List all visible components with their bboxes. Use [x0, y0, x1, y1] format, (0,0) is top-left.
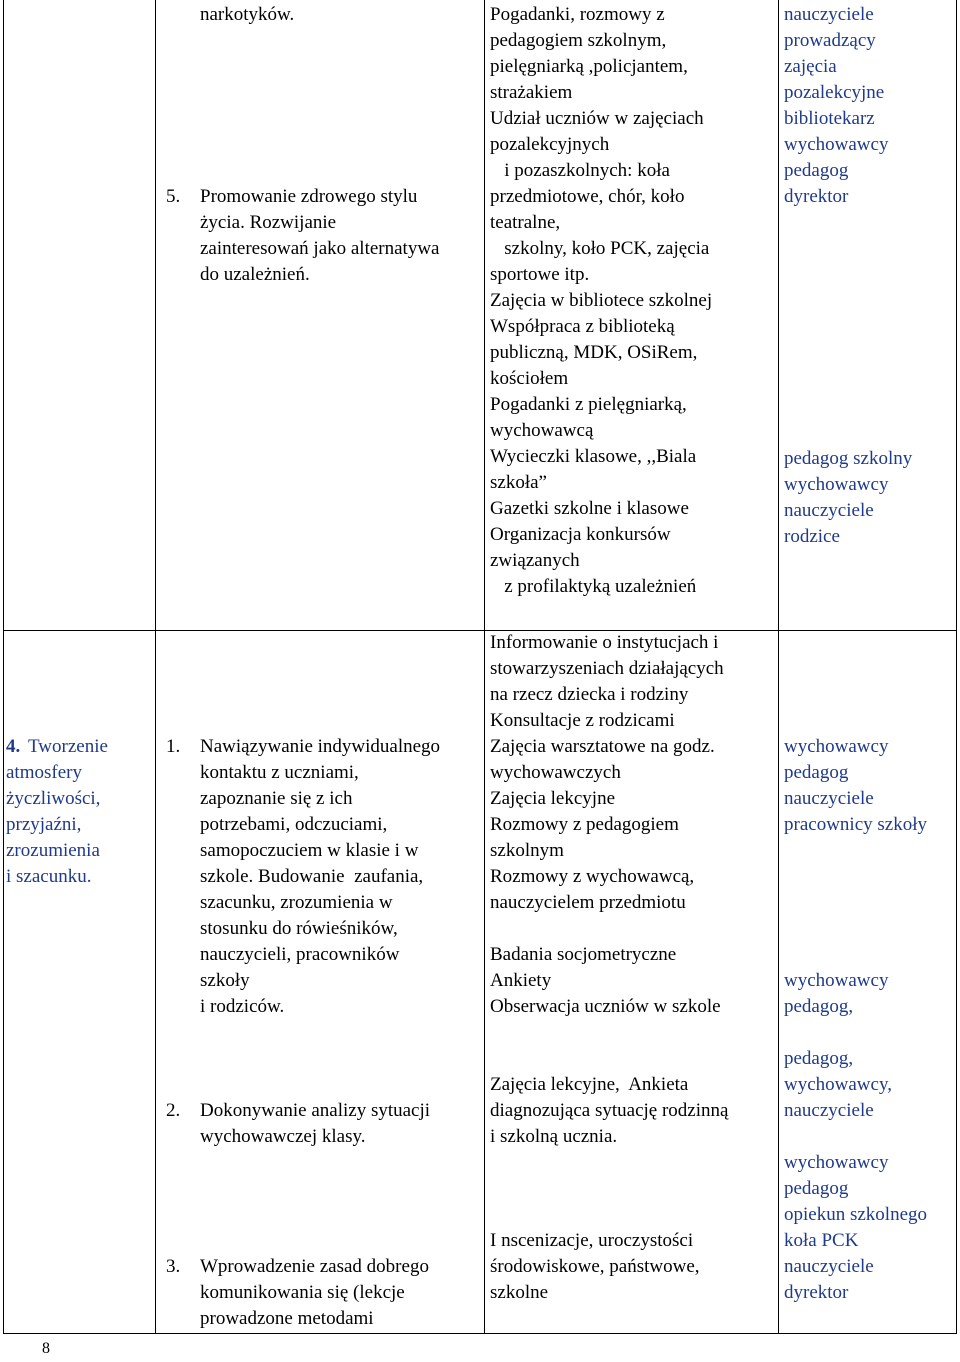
- responsible-line: pedagog szkolny: [784, 448, 913, 469]
- table-bottom-border: [3, 1333, 957, 1334]
- area-number: 4.: [6, 736, 21, 757]
- forms-line: szkolny, koło PCK, zajęcia: [490, 238, 710, 259]
- forms-line: na rzecz dziecka i rodziny: [490, 684, 689, 705]
- responsible-line: bibliotekarz: [784, 108, 875, 129]
- forms-line: Pogadanki, rozmowy z: [490, 4, 665, 25]
- forms-line: i szkolną ucznia.: [490, 1126, 618, 1147]
- forms-line: środowiskowe, państwowe,: [490, 1256, 700, 1277]
- goal-2-line: wychowawczej klasy.: [200, 1126, 366, 1147]
- forms-line: kościołem: [490, 368, 569, 389]
- forms-line: Udział uczniów w zajęciach: [490, 108, 704, 129]
- responsible-line: wychowawcy,: [784, 1074, 892, 1095]
- forms-line: strażakiem: [490, 82, 573, 103]
- forms-line: Rozmowy z pedagogiem: [490, 814, 679, 835]
- forms-line: Konsultacje z rodzicami: [490, 710, 675, 731]
- forms-line: związanych: [490, 550, 580, 571]
- page-number: 8: [42, 1340, 50, 1357]
- row-divider: [3, 630, 957, 631]
- responsible-line: wychowawcy: [784, 1152, 889, 1173]
- responsible-line: prowadzący: [784, 30, 876, 51]
- goal-3-line: prowadzone metodami: [200, 1308, 374, 1329]
- responsible-line: pozalekcyjne: [784, 82, 885, 103]
- column-divider-1: [155, 0, 156, 1334]
- responsible-line: nauczyciele: [784, 788, 874, 809]
- goal-1-line: Nawiązywanie indywidualnego: [200, 736, 441, 757]
- forms-line: Zajęcia w bibliotece szkolnej: [490, 290, 713, 311]
- area-line: zrozumienia: [6, 840, 100, 861]
- responsible-line: pracownicy szkoły: [784, 814, 927, 835]
- goal-1-line: szkole. Budowanie zaufania,: [200, 866, 424, 887]
- responsible-line: pedagog,: [784, 996, 854, 1017]
- goal-5-line: do uzależnień.: [200, 264, 310, 285]
- table-right-border: [956, 0, 957, 1334]
- area-line: atmosfery: [6, 762, 82, 783]
- responsible-line: nauczyciele: [784, 1256, 874, 1277]
- forms-line: pozalekcyjnych: [490, 134, 610, 155]
- forms-line: szkolnym: [490, 840, 564, 861]
- goal-1-line: i rodziców.: [200, 996, 285, 1017]
- forms-line: Rozmowy z wychowawcą,: [490, 866, 695, 887]
- forms-line: sportowe itp.: [490, 264, 590, 285]
- area-line: Tworzenie: [28, 736, 108, 757]
- goal-1-line: kontaktu z uczniami,: [200, 762, 359, 783]
- goal-5-line: zainteresowań jako alternatywa: [200, 238, 440, 259]
- area-line: przyjaźni,: [6, 814, 82, 835]
- goal-1-line: potrzebami, odczuciami,: [200, 814, 388, 835]
- forms-line: Pogadanki z pielęgniarką,: [490, 394, 687, 415]
- forms-line: szkoła”: [490, 472, 547, 493]
- forms-line: Zajęcia warsztatowe na godz.: [490, 736, 715, 757]
- forms-line: Zajęcia lekcyjne: [490, 788, 616, 809]
- goal-2-number: 2.: [166, 1100, 181, 1121]
- goal-1-line: szkoły: [200, 970, 250, 991]
- goal-5-line: Promowanie zdrowego stylu: [200, 186, 418, 207]
- forms-line: I nscenizacje, uroczystości: [490, 1230, 694, 1251]
- area-line: życzliwości,: [6, 788, 101, 809]
- goal-1-line: samopoczuciem w klasie i w: [200, 840, 419, 861]
- responsible-line: nauczyciele: [784, 4, 874, 25]
- area-line: i szacunku.: [6, 866, 92, 887]
- forms-line: nauczycielem przedmiotu: [490, 892, 686, 913]
- goal-3-line: Wprowadzenie zasad dobrego: [200, 1256, 429, 1277]
- forms-line: Informowanie o instytucjach i: [490, 632, 719, 653]
- forms-line: diagnozująca sytuację rodzinną: [490, 1100, 729, 1121]
- responsible-line: dyrektor: [784, 1282, 849, 1303]
- forms-line: Gazetki szkolne i klasowe: [490, 498, 689, 519]
- forms-line: Badania socjometryczne: [490, 944, 677, 965]
- forms-line: pielęgniarką ,policjantem,: [490, 56, 688, 77]
- goal-5-line: życia. Rozwijanie: [200, 212, 337, 233]
- forms-line: publiczną, MDK, OSiRem,: [490, 342, 698, 363]
- responsible-line: wychowawcy: [784, 474, 889, 495]
- forms-line: Współpraca z biblioteką: [490, 316, 675, 337]
- goal-3-number: 3.: [166, 1256, 181, 1277]
- responsible-line: pedagog,: [784, 1048, 854, 1069]
- responsible-line: wychowawcy: [784, 970, 889, 991]
- forms-line: pedagogiem szkolnym,: [490, 30, 667, 51]
- column-divider-2: [484, 0, 485, 1334]
- responsible-line: rodzice: [784, 526, 840, 547]
- goal-1-line: zapoznanie się z ich: [200, 788, 353, 809]
- forms-line: wychowawcą: [490, 420, 594, 441]
- forms-line: stowarzyszeniach działających: [490, 658, 724, 679]
- responsible-line: zajęcia: [784, 56, 837, 77]
- responsible-line: dyrektor: [784, 186, 849, 207]
- responsible-line: wychowawcy: [784, 736, 889, 757]
- forms-line: Ankiety: [490, 970, 552, 991]
- forms-line: przedmiotowe, chór, koło: [490, 186, 685, 207]
- goal-continuation: narkotyków.: [200, 4, 295, 25]
- goal-1-line: szacunku, zrozumienia w: [200, 892, 393, 913]
- forms-line: Wycieczki klasowe, ,,Biala: [490, 446, 697, 467]
- responsible-line: koła PCK: [784, 1230, 859, 1251]
- goal-1-line: nauczycieli, pracowników: [200, 944, 400, 965]
- forms-line: Organizacja konkursów: [490, 524, 671, 545]
- forms-line: z profilaktyką uzależnień: [490, 576, 697, 597]
- forms-line: i pozaszkolnych: koła: [490, 160, 670, 181]
- responsible-line: pedagog: [784, 160, 849, 181]
- forms-line: teatralne,: [490, 212, 561, 233]
- goal-5-number: 5.: [166, 186, 181, 207]
- responsible-line: nauczyciele: [784, 500, 874, 521]
- responsible-line: pedagog: [784, 762, 849, 783]
- goal-1-line: stosunku do rówieśników,: [200, 918, 398, 939]
- column-divider-3: [778, 0, 779, 1334]
- forms-line: wychowawczych: [490, 762, 621, 783]
- forms-line: Obserwacja uczniów w szkole: [490, 996, 721, 1017]
- responsible-line: nauczyciele: [784, 1100, 874, 1121]
- goal-1-number: 1.: [166, 736, 181, 757]
- forms-line: Zajęcia lekcyjne, Ankieta: [490, 1074, 689, 1095]
- goal-3-line: komunikowania się (lekcje: [200, 1282, 405, 1303]
- responsible-line: opiekun szkolnego: [784, 1204, 928, 1225]
- forms-line: szkolne: [490, 1282, 549, 1303]
- responsible-line: pedagog: [784, 1178, 849, 1199]
- table-left-border: [3, 0, 4, 1334]
- goal-2-line: Dokonywanie analizy sytuacji: [200, 1100, 431, 1121]
- responsible-line: wychowawcy: [784, 134, 889, 155]
